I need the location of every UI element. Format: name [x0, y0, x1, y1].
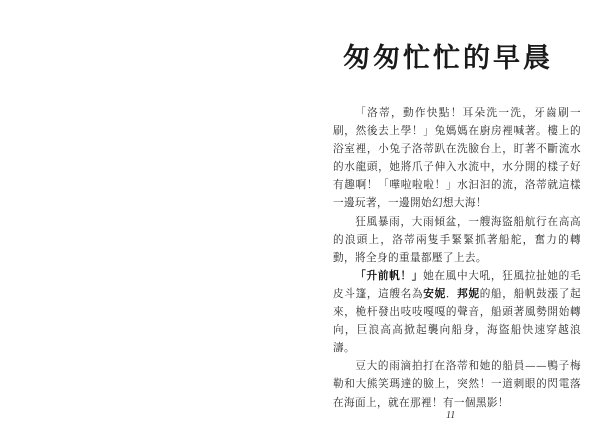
paragraph-1: [333, 104, 581, 213]
paragraph-3: [333, 267, 581, 357]
dialogue-raise-foresail: 「升前帆！」: [355, 269, 424, 282]
name-separator-dot: ．: [445, 287, 458, 300]
ship-name-part-2: 邦妮: [457, 287, 480, 300]
page-number: 11: [446, 410, 456, 421]
chapter-title: 匆匆忙忙的早晨: [343, 43, 553, 74]
paragraph-4-text: 豆大的雨滴拍打在洛蒂和她的船員——鴨子梅勒和大熊笑瑪達的臉上，突然！一道刺眼的閃電落在海面上，就在那裡！有一個黑影！: [333, 360, 581, 409]
paragraph-2: [333, 213, 581, 267]
body-text: [333, 104, 581, 412]
paragraph-4: [333, 357, 581, 411]
paragraph-1-text: 「洛蒂，動作快點！耳朵洗一洗，牙齒刷一刷，然後去上學！」兔媽媽在廚房裡喊著。樓上的浴室裡，小兔子洛蒂趴在洗臉台上，盯著不斷流水的水龍頭，她將爪子伸入水流中，水分開的樣子好有趣啊！「嘩啦啦啦！」水汩汩的流，洛蒂就這樣一邊玩著，一邊開始幻想大海！: [333, 107, 581, 210]
ship-name-part-1: 安妮: [423, 287, 446, 300]
paragraph-3-text-a: 她在風中大吼，狂風拉扯她的毛皮斗篷，這艘名為: [333, 269, 581, 300]
paragraph-3-text-b: 的船，船帆鼓漲了起來，桅杆發出吱吱嘎嘎的聲音，船頭著風勢開始轉向，巨浪高高掀起襲向船身，海盜船快速穿越浪濤。: [333, 287, 581, 355]
paragraph-2-text: 狂風暴雨，大雨傾盆，一艘海盜船航行在高高的浪頭上，洛蒂兩隻手緊緊抓著船舵，奮力的轉動，將全身的重量都壓了上去。: [333, 215, 581, 264]
